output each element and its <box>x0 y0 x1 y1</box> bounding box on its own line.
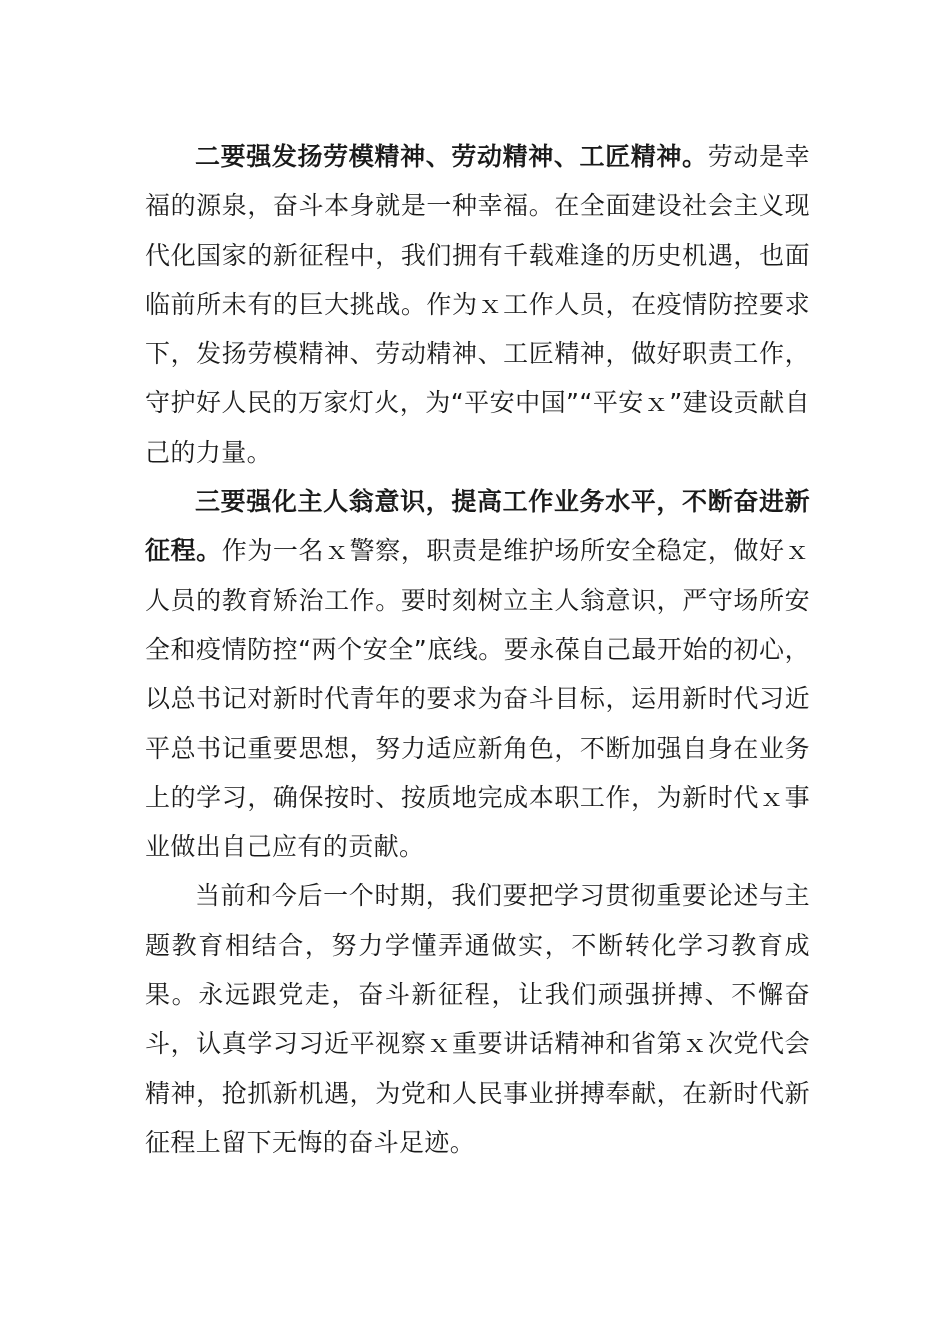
paragraph-lead: 二要强发扬劳模精神、劳动精神、工匠精神。 <box>195 142 708 171</box>
document-body <box>145 132 810 1167</box>
paragraph-ownership <box>145 477 810 871</box>
paragraph-labor-spirit <box>145 132 810 477</box>
paragraph-lead: 三要强化主人翁意识，提高工作业务水平，不断奋进新征程。 <box>145 487 810 566</box>
paragraph-text: 劳动是幸福的源泉，奋斗本身就是一种幸福。在全面建设社会主义现代化国家的新征程中，我们拥有千载难逢的历史机遇，也面临前所未有的巨大挑战。作为ｘ工作人员，在疫情防控要求下，发扬劳模精神、劳动精神、工匠精神，做好职责工作，守护好人民的万家灯火，为“平安中国”“平安ｘ”建设贡献自己的力量。 <box>145 142 810 467</box>
paragraph-conclusion <box>145 871 810 1167</box>
paragraph-text: 作为一名ｘ警察，职责是维护场所安全稳定，做好ｘ人员的教育矫治工作。要时刻树立主人翁意识，严守场所安全和疫情防控“两个安全”底线。要永葆自己最开始的初心，以总书记对新时代青年的要求为奋斗目标，运用新时代习近平总书记重要思想，努力适应新角色，不断加强自身在业务上的学习，确保按时、按质地完成本职工作，为新时代ｘ事业做出自己应有的贡献。 <box>145 536 811 862</box>
paragraph-text: 当前和今后一个时期，我们要把学习贯彻重要论述与主题教育相结合，努力学懂弄通做实，不断转化学习教育成果。永远跟党走，奋斗新征程，让我们顽强拼搏、不懈奋斗，认真学习习近平视察ｘ重要讲话精神和省第ｘ次党代会精神，抢抓新机遇，为党和人民事业拼搏奉献，在新时代新征程上留下无悔的奋斗足迹。 <box>145 881 810 1157</box>
